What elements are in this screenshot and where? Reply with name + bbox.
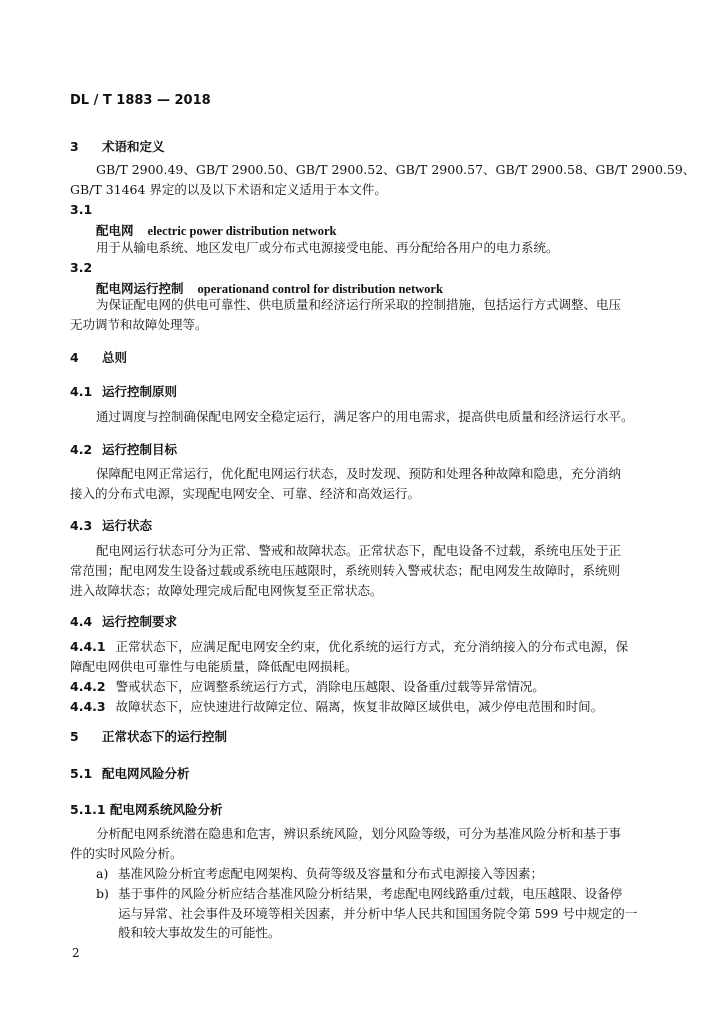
section-5-1-1-text-line2: 件的实时风险分析。 bbox=[70, 846, 183, 861]
term-chinese: 配电网运行控制 bbox=[96, 281, 184, 296]
term-english: electric power distribution network bbox=[147, 224, 337, 238]
section-4-heading bbox=[70, 348, 127, 366]
list-marker: a) bbox=[96, 866, 109, 881]
term-english: operationand control for distribution network bbox=[197, 282, 443, 296]
clause-4-4-2 bbox=[70, 677, 545, 697]
clause-text: 警戒状态下，应调整系统运行方式，消除电压越限、设备重/过载等异常情况。 bbox=[115, 679, 545, 694]
section-title: 运行控制目标 bbox=[102, 442, 178, 457]
term-3-2-definition-line2: 无功调节和故障处理等。 bbox=[70, 317, 208, 332]
term-3-1 bbox=[96, 221, 337, 239]
section-3-intro-line2: GB/T 31464 界定的以及以下术语和定义适用于本文件。 bbox=[70, 182, 387, 197]
clause-text: 故障状态下，应快速进行故障定位、隔离，恢复非故障区域供电，减少停电范围和时间。 bbox=[115, 699, 604, 714]
section-5-heading bbox=[70, 727, 227, 745]
section-number: 3 bbox=[70, 139, 79, 154]
section-number: 4.3 bbox=[70, 518, 93, 533]
section-4-1-heading bbox=[70, 382, 177, 400]
list-text: 基于事件的风险分析应结合基准风险分析结果，考虑配电网线路重/过载，电压越限、设备停 bbox=[118, 886, 623, 901]
section-3-heading bbox=[70, 137, 165, 155]
term-3-2-definition-line1: 为保证配电网的供电可靠性、供电质量和经济运行所采取的控制措施，包括运行方式调整、电压 bbox=[96, 297, 622, 312]
clause-4-4-1-line1 bbox=[70, 637, 628, 657]
term-3-2-number: 3.2 bbox=[70, 260, 93, 275]
section-title: 术语和定义 bbox=[102, 139, 165, 154]
section-4-2-text-line1: 保障配电网正常运行，优化配电网运行状态，及时发现、预防和处理各种故障和隐患，充分消纳 bbox=[96, 466, 622, 481]
section-number: 5 bbox=[70, 729, 79, 744]
section-5-1-1-text-line1: 分析配电网系统潜在隐患和危害，辨识系统风险，划分风险等级，可分为基准风险分析和基于事 bbox=[96, 826, 622, 841]
clause-number: 4.4.2 bbox=[70, 679, 106, 694]
section-5-1-heading bbox=[70, 764, 190, 782]
section-4-2-text-line2: 接入的分布式电源，实现配电网安全、可靠、经济和高效运行。 bbox=[70, 486, 421, 501]
clause-number: 4.4.1 bbox=[70, 639, 106, 654]
section-title: 运行控制要求 bbox=[102, 614, 178, 629]
list-marker: b) bbox=[96, 886, 109, 901]
section-5-1-1-heading bbox=[70, 800, 223, 818]
section-4-4-heading bbox=[70, 612, 177, 630]
section-4-2-heading bbox=[70, 440, 177, 458]
section-4-1-text: 通过调度与控制确保配电网安全稳定运行，满足客户的用电需求，提高供电质量和经济运行水平。 bbox=[96, 409, 634, 424]
section-title: 配电网风险分析 bbox=[102, 766, 190, 781]
clause-4-4-1-line2: 障配电网供电可靠性与电能质量，降低配电网损耗。 bbox=[70, 659, 358, 674]
clause-text: 正常状态下，应满足配电网安全约束，优化系统的运行方式，充分消纳接入的分布式电源，保 bbox=[115, 639, 629, 654]
standard-code-header: DL / T 1883 — 2018 bbox=[70, 93, 211, 108]
section-title: 运行控制原则 bbox=[102, 384, 178, 399]
section-3-intro-line1: GB/T 2900.49、GB/T 2900.50、GB/T 2900.52、GB/T 2900.57、GB/T 2900.58、GB/T 2900.59、 bbox=[96, 162, 696, 177]
section-number: 5.1.1 bbox=[70, 802, 106, 817]
list-item-b-line3: 般和较大事故发生的可能性。 bbox=[118, 925, 281, 940]
term-chinese: 配电网 bbox=[96, 223, 134, 238]
section-title: 正常状态下的运行控制 bbox=[102, 729, 228, 744]
section-4-3-heading bbox=[70, 516, 152, 534]
section-number: 4 bbox=[70, 350, 79, 365]
list-item-a bbox=[96, 864, 543, 884]
term-3-1-number: 3.1 bbox=[70, 202, 93, 217]
section-number: 4.1 bbox=[70, 384, 93, 399]
section-title: 配电网系统风险分析 bbox=[110, 802, 223, 817]
clause-4-4-3 bbox=[70, 697, 603, 717]
section-number: 4.4 bbox=[70, 614, 93, 629]
term-3-1-definition: 用于从输电系统、地区发电厂或分布式电源接受电能、再分配给各用户的电力系统。 bbox=[96, 240, 559, 255]
section-title: 运行状态 bbox=[102, 518, 153, 533]
page-number: 2 bbox=[72, 946, 80, 960]
section-4-3-text-line2: 常范围；配电网发生设备过载或系统电压越限时，系统则转入警戒状态；配电网发生故障时，系统则 bbox=[70, 563, 621, 578]
section-number: 5.1 bbox=[70, 766, 93, 781]
list-item-b-line2: 运与异常、社会事件及环境等相关因素，并分析中华人民共和国国务院令第 599 号中规定的一 bbox=[118, 906, 638, 921]
section-number: 4.2 bbox=[70, 442, 93, 457]
list-text: 基准风险分析宜考虑配电网架构、负荷等级及容量和分布式电源接入等因素； bbox=[118, 866, 544, 881]
clause-number: 4.4.3 bbox=[70, 699, 106, 714]
section-4-3-text-line3: 进入故障状态；故障处理完成后配电网恢复至正常状态。 bbox=[70, 583, 383, 598]
list-item-b-line1 bbox=[96, 884, 622, 904]
section-4-3-text-line1: 配电网运行状态可分为正常、警戒和故障状态。正常状态下，配电设备不过载，系统电压处于正 bbox=[96, 543, 622, 558]
section-title: 总则 bbox=[102, 350, 128, 365]
